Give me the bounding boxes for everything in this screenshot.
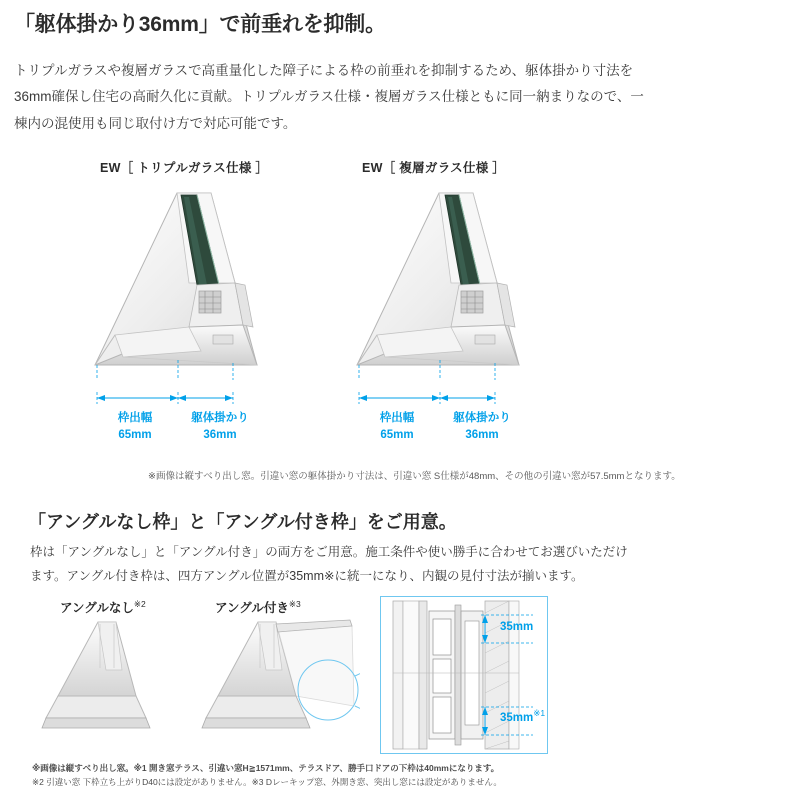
- dim-value: 65mm: [118, 429, 152, 442]
- dim-text: 躯体掛かり: [453, 412, 511, 424]
- caption-text: アングル付き: [215, 601, 289, 615]
- caption-text: アングルなし: [60, 601, 134, 615]
- caption-no-angle: [60, 598, 146, 616]
- frame-drawing-with-angle: [200, 618, 360, 733]
- cross-section-drawing-triple: [85, 185, 335, 375]
- caption-triple-glass: EW［ トリプルガラス仕様 ］: [100, 161, 269, 175]
- callout-value: 35mm: [500, 711, 534, 724]
- dim-value: 36mm: [465, 429, 499, 442]
- callout-35mm-bottom: [500, 708, 545, 724]
- caption-with-angle: [215, 598, 301, 616]
- dimension-label-frame-width-pair: [352, 410, 442, 445]
- dimension-group-triple: [85, 378, 335, 448]
- callout-superscript: ※1: [533, 708, 546, 718]
- footnote-line-2: ※2 引違い窓 下枠立ち上がりD40には設定がありません。※3 Dレーキップ窓、外開き窓、突出し窓には設定がありません。: [32, 776, 502, 787]
- dim-value: 65mm: [380, 429, 414, 442]
- dimension-label-structure-overlap-pair: [437, 410, 527, 445]
- dimension-group-pair: [347, 378, 597, 448]
- callout-value: 35mm: [500, 620, 534, 633]
- footnote-line-1: ※画像は縦すべり出し窓。※1 開き窓テラス、引違い窓H≧1571mm、テラスドア、勝手口ドアの下枠は40mmになります。: [32, 763, 500, 773]
- cross-section-drawing-pair: [347, 185, 597, 375]
- dim-text: 躯体掛かり: [191, 412, 249, 424]
- dimension-label-structure-overlap-triple: [175, 410, 265, 445]
- dim-text: 枠出幅: [117, 412, 153, 424]
- section2-title: 「アングルなし枠」と「アングル付き枠」をご用意。: [28, 512, 457, 532]
- caption-superscript: ※3: [288, 598, 301, 609]
- dimension-label-frame-width-triple: [90, 410, 180, 445]
- section1-title: 「躯体掛かり36mm」で前垂れを抑制。: [14, 13, 386, 36]
- dim-value: 36mm: [203, 429, 237, 442]
- section2-body: 枠は「アングルなし」と「アングル付き」の両方をご用意。施工条件や使い勝手に合わせてお選びいただけます。アングル付き枠は、四方アングル位置が35mm※に統一になり、内観の見付寸法が揃います。: [30, 545, 628, 584]
- section1-note: ※画像は縦すべり出し窓。引違い窓の躯体掛かり寸法は、引違い窓 S仕様が48mm、その他の引違い窓が57.5mmとなります。: [148, 471, 681, 482]
- section1-body: トリプルガラスや複層ガラスで高重量化した障子による枠の前垂れを抑制するため、躯体掛かり寸法を36mm確保し住宅の高耐久化に貢献。トリプルガラス仕様・複層ガラス仕様ともに同一納まりなので、一棟内の混使用も同じ取付け方で対応可能です。: [14, 63, 644, 131]
- dim-text: 枠出幅: [379, 412, 415, 424]
- frame-drawing-no-angle: [40, 618, 180, 733]
- callout-35mm-top: [500, 617, 533, 633]
- caption-pair-glass: EW［ 複層ガラス仕様 ］: [362, 161, 506, 175]
- caption-superscript: ※2: [133, 598, 146, 609]
- section2-footnotes: [32, 762, 502, 789]
